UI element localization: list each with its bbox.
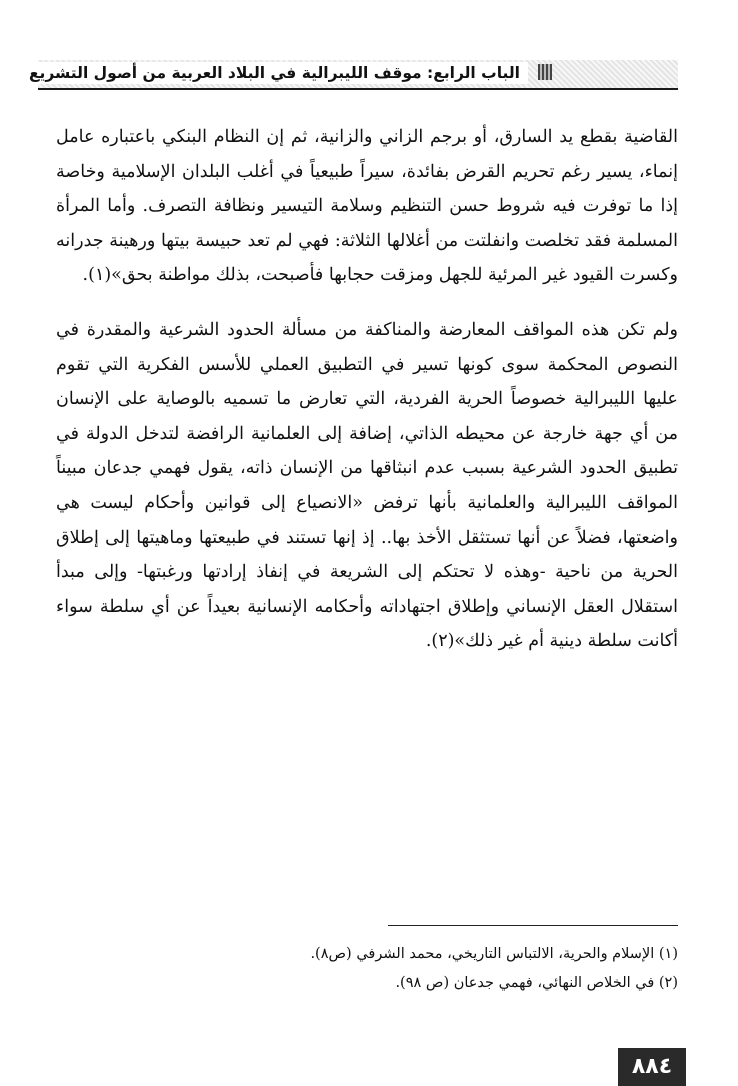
page-header (28, 60, 678, 90)
paragraph-2: ولم تكن هذه المواقف المعارضة والمناكفة من مسألة الحدود الشرعية والمقدرة في النصوص المحكمة سوى كونها تسير في التطبيق العملي للأسس الفكرية التي تقوم عليها الليبرالية خصوصاً الحرية الفردية، التي تعارض ما تسميه بالوصاية على الإنسان من أي جهة خارجة عن محيطه الذاتي، إضافة إلى العلمانية الرافضة لتدخل الدولة في تطبيق الحدود الشرعية بسبب عدم انبثاقها من الإنسان ذاته، يقول فهمي جدعان مبيناً المواقف الليبرالية والعلمانية بأنها ترفض «الانصياع إلى قوانين وأحكام ليست هي واضعتها، فضلاً عن أنها تستثقل الأخذ بها.. إذ إنها تستند في طبيعتها وماهيتها إلى إطلاق الحرية من ناحية -وهذه لا تحتكم إلى الشريعة في إنفاذ إرادتها ورغبتها- وإلى مبدأ استقلال العقل الإنساني وإطلاق اجتهاداته وأحكامه الإنسانية بعيداً عن أي سلطة سواء أكانت سلطة دينية أم غير ذلك»(٢). (56, 319, 678, 652)
footnote-1: (١) الإسلام والحرية، الالتباس التاريخي، محمد الشرفي (ص٨). (310, 946, 678, 962)
header-ornament-icon (538, 64, 552, 80)
page-number: ٨٨٤ (618, 1048, 686, 1086)
footnotes (60, 940, 678, 998)
paragraph-1: القاضية بقطع يد السارق، أو برجم الزاني والزانية، ثم إن النظام البنكي باعتباره عامل إنماء، يسير رغم تحريم القرض بفائدة، سيراً طبيعياً في أغلب البلدان الإسلامية وخاصة إذا ما توفرت فيه شروط حسن التنظيم وسلامة التيسير ونظافة التصرف. وأما المرأة المسلمة فقد تخلصت وانفلتت من أغلالها الثلاثة: فهي لم تعد حبيسة بيتها ورهينة جدرانه وكسرت القيود غير المرئية للجهل ومزقت حجابها فأصبحت، بذلك مواطنة بحق»(١). (56, 127, 678, 286)
body-text (56, 120, 678, 659)
footnote-divider (388, 925, 678, 926)
chapter-title: الباب الرابع: موقف الليبرالية في البلاد العربية من أصول التشريع (21, 62, 528, 84)
footnote-2: (٢) في الخلاص النهائي، فهمي جدعان (ص ٩٨). (395, 975, 678, 991)
